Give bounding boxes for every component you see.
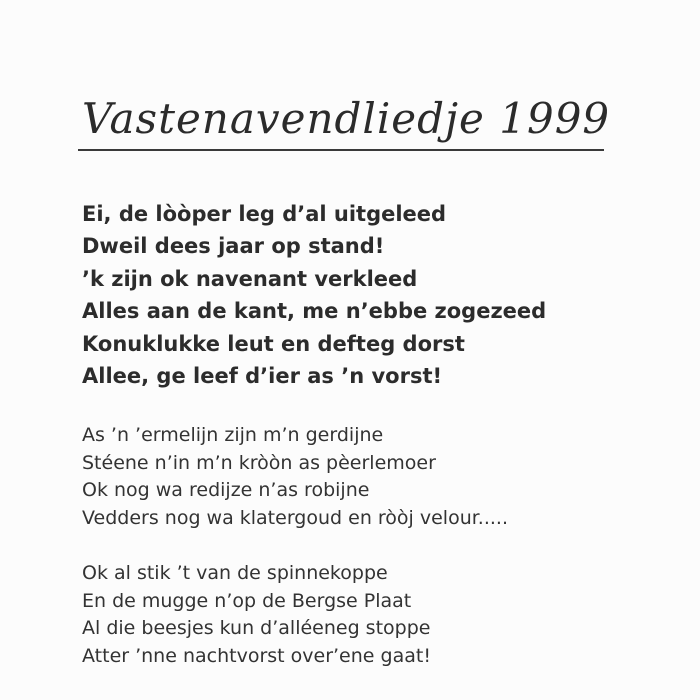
verse-line: Stéene n’in m’n kròòn as pèerlemoer — [82, 451, 436, 474]
verse-line: Dweil dees jaar op stand! — [82, 234, 385, 259]
song-title: Vastenavendliedje 1999 — [82, 94, 611, 143]
verse-3 — [82, 560, 431, 671]
verse-line: Ok nog wa redijze n’as robijne — [82, 479, 370, 502]
verse-1 — [82, 198, 546, 392]
verse-line: Atter ’nne nachtvorst over’ene gaat! — [82, 645, 431, 668]
verse-line: Allee, ge leef d’ier as ’n vorst! — [82, 364, 443, 389]
verse-line: Alles aan de kant, me n’ebbe zogezeed — [82, 299, 547, 324]
title-underline — [78, 149, 604, 151]
verse-line: Konuklukke leut en defteg dorst — [82, 331, 465, 356]
verse-line: Vedders nog wa klatergoud en ròòj velour..... — [82, 507, 509, 530]
verse-2 — [82, 422, 508, 533]
verse-line: Ok al stik ’t van de spinnekoppe — [82, 562, 388, 584]
verse-line: En de mugge n’op de Bergse Plaat — [82, 589, 412, 612]
verse-line: Al die beesjes kun d’alléeneg stoppe — [82, 617, 431, 640]
verse-line: ’k zijn ok navenant verkleed — [82, 266, 418, 291]
verse-line: Ei, de lòòper leg d’al uitgeleed — [82, 202, 447, 226]
verse-line: As ’n ’ermelijn zijn m’n gerdijne — [82, 424, 384, 446]
